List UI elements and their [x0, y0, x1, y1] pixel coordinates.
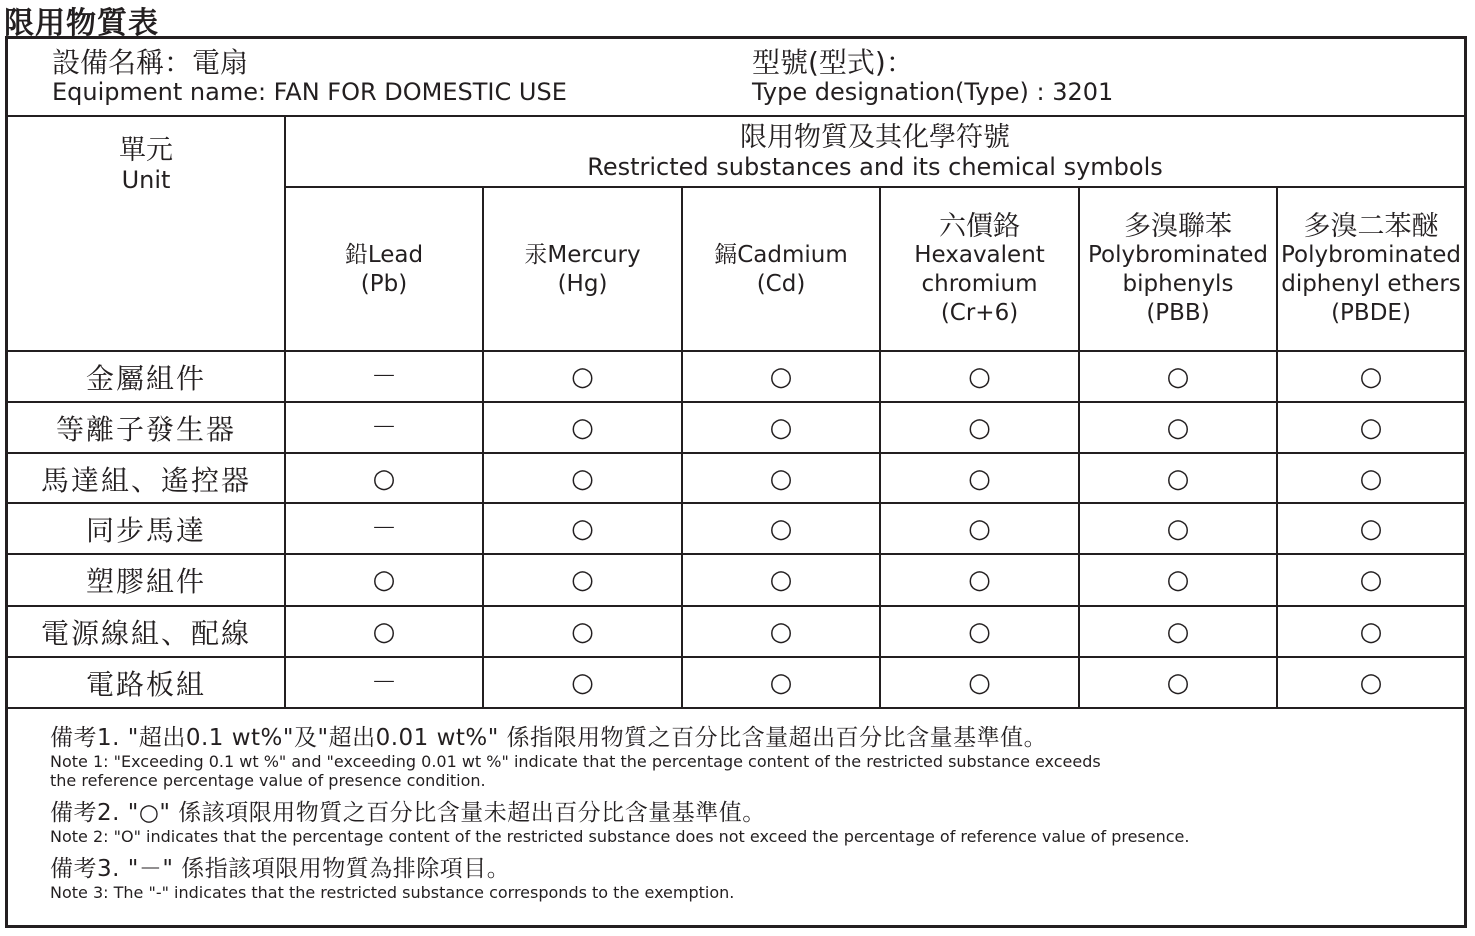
presence-mark: ○ — [1359, 564, 1383, 595]
unit-header — [8, 117, 284, 213]
presence-mark: ○ — [968, 564, 991, 595]
note-en: the reference percentage value of presence condition. — [50, 771, 486, 790]
presence-mark: ○ — [571, 513, 594, 544]
divider — [8, 707, 1464, 709]
substances-header-zh: 限用物質及其化學符號 — [740, 122, 1010, 153]
substance-column-label: 多溴二苯醚 — [1303, 210, 1439, 242]
table-cell — [484, 555, 681, 604]
presence-mark: ○ — [1359, 361, 1383, 392]
substance-column-header — [683, 189, 879, 350]
presence-mark: ○ — [769, 361, 793, 392]
table-row-label: 塑膠組件 — [85, 564, 206, 598]
table-row-label: 電源線組、配線 — [40, 616, 251, 650]
presence-mark: ○ — [1359, 513, 1383, 544]
substance-column-label: (Cr+6) — [940, 299, 1019, 326]
table-row-label: 電路板組 — [85, 667, 206, 701]
substance-column-header — [286, 189, 482, 350]
table-cell — [484, 403, 681, 452]
substance-column-label: 多溴聯苯 — [1124, 210, 1232, 242]
table-cell — [881, 504, 1078, 553]
presence-mark: ○ — [769, 616, 793, 647]
substance-column-header — [881, 189, 1078, 350]
rohs-table-frame — [5, 36, 1467, 928]
type-designation-en: Type designation(Type) : 3201 — [752, 78, 1114, 106]
table-cell — [881, 555, 1078, 604]
presence-mark: － — [370, 412, 397, 443]
table-cell — [881, 403, 1078, 452]
table-cell — [286, 454, 482, 503]
unit-header-zh: 單元 — [119, 135, 173, 166]
table-cell — [881, 352, 1078, 401]
table-cell — [484, 454, 681, 503]
table-cell — [286, 658, 482, 707]
table-cell — [484, 352, 681, 401]
table-cell — [286, 352, 482, 401]
presence-mark: ○ — [571, 564, 594, 595]
presence-mark: ○ — [1166, 361, 1190, 392]
substance-column-header — [1080, 189, 1276, 350]
substance-column-label: (PBDE) — [1331, 299, 1411, 326]
table-cell — [683, 352, 879, 401]
substance-column-label: diphenyl ethers — [1281, 270, 1461, 297]
substance-column-label: (Pb) — [360, 270, 408, 297]
substance-column-label: Polybrominated — [1088, 241, 1268, 268]
substance-column-label: 鎘Cadmium — [714, 241, 848, 268]
substance-column-header — [1278, 189, 1464, 350]
table-cell — [683, 403, 879, 452]
table-cell — [1080, 352, 1276, 401]
substance-column-label: chromium — [921, 270, 1038, 297]
table-cell — [1080, 504, 1276, 553]
type-designation-zh: 型號(型式)： — [752, 46, 914, 79]
table-row-label: 等離子發生器 — [55, 412, 236, 446]
presence-mark: ○ — [571, 667, 594, 698]
substance-column-label: 鉛Lead — [344, 241, 424, 268]
note-spacer — [50, 790, 1189, 799]
presence-mark: ○ — [372, 616, 396, 647]
table-cell — [484, 504, 681, 553]
presence-mark: ○ — [372, 463, 396, 494]
presence-mark: ○ — [1359, 463, 1383, 494]
note-spacer — [50, 846, 1189, 855]
table-cell — [1080, 454, 1276, 503]
presence-mark: ○ — [968, 616, 991, 647]
table-row-label: 馬達組、遙控器 — [40, 463, 251, 497]
presence-mark: ○ — [571, 463, 594, 494]
presence-mark: ○ — [968, 412, 991, 443]
presence-mark: ○ — [1166, 564, 1190, 595]
equipment-name-en: Equipment name: FAN FOR DOMESTIC USE — [52, 78, 567, 106]
table-cell — [683, 454, 879, 503]
presence-mark: ○ — [769, 513, 793, 544]
presence-mark: ○ — [769, 412, 793, 443]
table-row-label: 同步馬達 — [85, 513, 206, 547]
table-cell — [1278, 555, 1464, 604]
table-cell — [1080, 403, 1276, 452]
presence-mark: ○ — [1359, 667, 1383, 698]
table-cell — [1278, 352, 1464, 401]
presence-mark: ○ — [769, 667, 793, 698]
substance-column-header — [484, 189, 681, 350]
presence-mark: ○ — [1166, 463, 1190, 494]
substances-header-en: Restricted substances and its chemical symbols — [587, 153, 1163, 181]
presence-mark: － — [370, 361, 397, 392]
presence-mark: ○ — [1166, 513, 1190, 544]
table-cell — [683, 504, 879, 553]
presence-mark: ○ — [1166, 667, 1190, 698]
table-cell — [484, 607, 681, 656]
substance-column-label: (PBB) — [1146, 299, 1210, 326]
table-cell — [286, 403, 482, 452]
substance-column-label: Hexavalent — [914, 241, 1045, 268]
presence-mark: ○ — [1166, 412, 1190, 443]
presence-mark: ○ — [1166, 616, 1190, 647]
substance-column-label: Polybrominated — [1281, 241, 1461, 268]
note-zh: 備考2. "○" 係該項限用物質之百分比含量未超出百分比含量基準值。 — [50, 800, 766, 826]
table-cell — [1278, 607, 1464, 656]
presence-mark: － — [370, 513, 397, 544]
table-cell — [881, 658, 1078, 707]
equipment-name — [52, 47, 567, 106]
presence-mark: ○ — [968, 463, 991, 494]
notes — [50, 724, 1189, 902]
presence-mark: ○ — [571, 412, 594, 443]
table-cell — [1278, 454, 1464, 503]
presence-mark: ○ — [571, 616, 594, 647]
substance-column-label: 六價鉻 — [939, 210, 1020, 242]
presence-mark: ○ — [769, 463, 793, 494]
table-cell — [881, 607, 1078, 656]
note-zh: 備考1. "超出0.1 wt%"及"超出0.01 wt%" 係指限用物質之百分比含量超出百分比含量基準值。 — [50, 725, 1048, 751]
note-en: Note 2: "O" indicates that the percentage content of the restricted substance does not exceed the percentage of reference value of presence. — [50, 827, 1190, 846]
presence-mark: ○ — [571, 361, 594, 392]
type-designation — [752, 47, 1113, 106]
table-cell — [1080, 607, 1276, 656]
substance-column-label: (Cd) — [756, 270, 806, 297]
table-cell — [683, 607, 879, 656]
table-cell — [286, 504, 482, 553]
table-cell — [1278, 403, 1464, 452]
substance-column-label: 汞Mercury — [524, 241, 641, 268]
table-cell — [1278, 658, 1464, 707]
table-cell — [881, 454, 1078, 503]
presence-mark: － — [370, 667, 397, 698]
table-cell — [683, 658, 879, 707]
substances-header — [286, 117, 1464, 187]
table-cell — [683, 555, 879, 604]
table-cell — [1080, 555, 1276, 604]
substance-column-label: (Hg) — [557, 270, 608, 297]
table-cell — [286, 555, 482, 604]
substance-column-label: biphenyls — [1122, 270, 1234, 297]
presence-mark: ○ — [372, 564, 396, 595]
equipment-name-zh: 設備名稱：電扇 — [52, 46, 249, 79]
presence-mark: ○ — [1359, 412, 1383, 443]
table-cell — [286, 607, 482, 656]
table-row-label: 金屬組件 — [85, 361, 206, 395]
note-en: Note 1: "Exceeding 0.1 wt %" and "exceeding 0.01 wt %" indicate that the percentage content of the restricted substance exceeds — [50, 752, 1101, 771]
presence-mark: ○ — [968, 361, 991, 392]
note-zh: 備考3. "－" 係指該項限用物質為排除項目。 — [50, 856, 511, 882]
table-cell — [1278, 504, 1464, 553]
presence-mark: ○ — [968, 667, 991, 698]
table-cell — [484, 658, 681, 707]
presence-mark: ○ — [769, 564, 793, 595]
page-title: 限用物質表 — [4, 6, 159, 41]
presence-mark: ○ — [1359, 616, 1383, 647]
note-en: Note 3: The "-" indicates that the restricted substance corresponds to the exemption. — [50, 883, 735, 902]
unit-header-en: Unit — [121, 166, 171, 194]
presence-mark: ○ — [968, 513, 991, 544]
table-cell — [1080, 658, 1276, 707]
